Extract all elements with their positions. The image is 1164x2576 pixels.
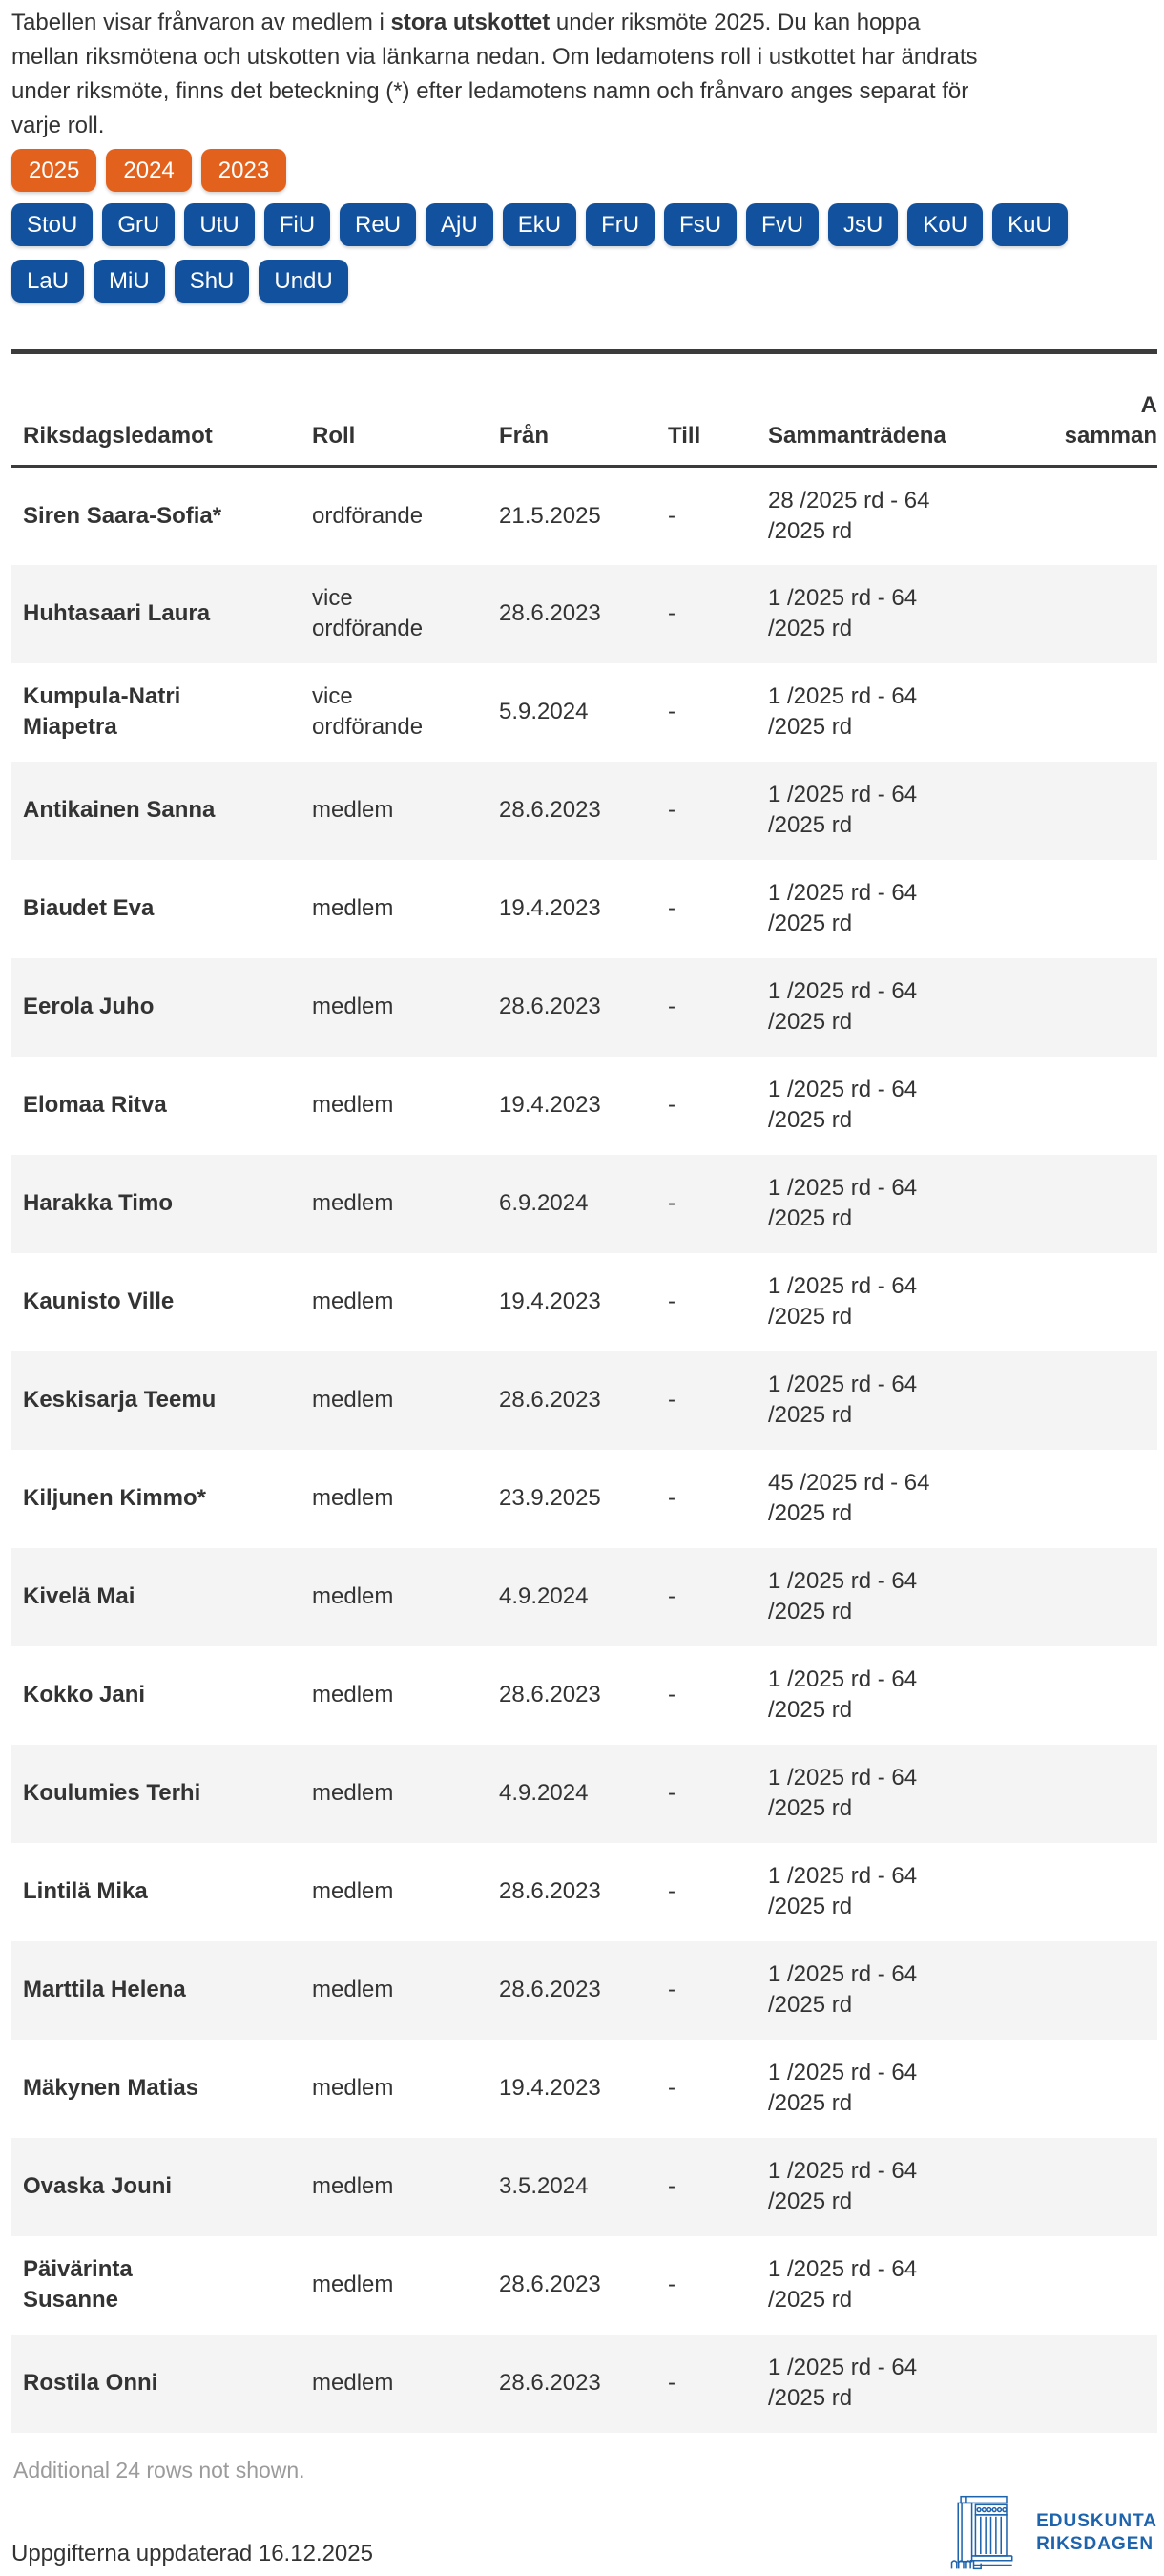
- to-date-cell: -: [668, 600, 676, 626]
- from-date-cell: 28.6.2023: [499, 2272, 601, 2297]
- member-name-cell: Kiljunen Kimmo*: [23, 1485, 207, 1511]
- absences-cell-clipped: [1030, 1450, 1157, 1548]
- meetings-range-cell: 1 /2025 rd - 64 /2025 rd: [768, 1372, 918, 1428]
- from-date-cell: 28.6.2023: [499, 1977, 601, 2002]
- to-date-cell: -: [668, 2075, 676, 2101]
- absences-cell-clipped: [1030, 1155, 1157, 1253]
- to-date-cell: -: [668, 2173, 676, 2199]
- to-date-cell: -: [668, 797, 676, 823]
- intro-part2: under riksmöte 2025. Du kan hoppa mellan riksmötena och utskotten via länkarna nedan. Om ledamotens roll i ustkottet har ändrats under riksmöte, finns det beteckning (*) efter ledamotens namn och frånvaro anges separat för varje roll.: [11, 10, 978, 138]
- absences-cell-clipped: [1030, 1745, 1157, 1843]
- meetings-range-cell: 1 /2025 rd - 64 /2025 rd: [768, 2355, 918, 2411]
- header-absences-clipped: [1030, 352, 1157, 467]
- header-to: Till: [654, 352, 754, 467]
- absences-cell-clipped: [1030, 663, 1157, 762]
- member-name-cell: Huhtasaari Laura: [23, 600, 211, 626]
- committee-link-stou[interactable]: StoU: [11, 203, 93, 246]
- year-link-2023[interactable]: 2023: [201, 149, 286, 192]
- meetings-range-cell: 1 /2025 rd - 64 /2025 rd: [768, 1175, 918, 1231]
- role-cell: medlem: [312, 1092, 394, 1118]
- logo-wordmark: [1036, 2510, 1157, 2556]
- member-name-cell: Koulumies Terhi: [23, 1780, 201, 1806]
- role-cell: medlem: [312, 994, 394, 1019]
- committee-link-fiu[interactable]: FiU: [264, 203, 330, 246]
- meetings-range-cell: 1 /2025 rd - 64 /2025 rd: [768, 1077, 918, 1133]
- from-date-cell: 4.9.2024: [499, 1583, 589, 1609]
- from-date-cell: 28.6.2023: [499, 2370, 601, 2396]
- from-date-cell: 28.6.2023: [499, 1387, 601, 1413]
- meetings-range-cell: 1 /2025 rd - 64 /2025 rd: [768, 880, 918, 936]
- to-date-cell: -: [668, 1977, 676, 2002]
- table-row: [11, 2335, 1157, 2433]
- header-from: Från: [485, 352, 654, 467]
- from-date-cell: 19.4.2023: [499, 1288, 601, 1314]
- member-name-cell: Rostila Onni: [23, 2370, 158, 2396]
- committee-link-kou[interactable]: KoU: [907, 203, 983, 246]
- role-cell: ordförande: [312, 502, 424, 529]
- table-row: [11, 958, 1157, 1057]
- role-cell: medlem: [312, 2173, 394, 2199]
- role-cell: medlem: [312, 797, 394, 823]
- to-date-cell: -: [668, 1682, 676, 1707]
- role-cell: vice ordförande: [312, 585, 424, 641]
- absences-cell-clipped: [1030, 762, 1157, 860]
- from-date-cell: 23.9.2025: [499, 1485, 601, 1511]
- committee-link-shu[interactable]: ShU: [175, 260, 250, 303]
- logo-line2: RIKSDAGEN: [1036, 2533, 1154, 2554]
- to-date-cell: -: [668, 1387, 676, 1413]
- role-cell: medlem: [312, 1583, 394, 1609]
- absences-cell-clipped: [1030, 2040, 1157, 2138]
- intro-text: [11, 6, 985, 143]
- role-cell: medlem: [312, 2370, 394, 2396]
- member-name-cell: Kaunisto Ville: [23, 1288, 175, 1314]
- member-name-cell: Eerola Juho: [23, 994, 155, 1019]
- table-row: [11, 565, 1157, 663]
- meetings-range-cell: 1 /2025 rd - 64 /2025 rd: [768, 978, 918, 1035]
- committee-link-utu[interactable]: UtU: [184, 203, 254, 246]
- table-row: [11, 860, 1157, 958]
- member-name-cell: Kokko Jani: [23, 1682, 146, 1707]
- committee-link-fvu[interactable]: FvU: [746, 203, 819, 246]
- meetings-range-cell: 1 /2025 rd - 64 /2025 rd: [768, 1765, 918, 1821]
- member-name-cell: Siren Saara-Sofia*: [23, 502, 222, 529]
- from-date-cell: 28.6.2023: [499, 994, 601, 1019]
- role-cell: medlem: [312, 1780, 394, 1806]
- meetings-range-cell: 1 /2025 rd - 64 /2025 rd: [768, 2256, 918, 2313]
- absences-cell-clipped: [1030, 2236, 1157, 2335]
- table-row: [11, 1351, 1157, 1450]
- role-cell: medlem: [312, 2272, 394, 2297]
- committee-links-row-2: [11, 260, 1157, 303]
- from-date-cell: 19.4.2023: [499, 895, 601, 921]
- member-name-cell: Marttila Helena: [23, 1977, 186, 2002]
- role-cell: medlem: [312, 895, 394, 921]
- header-meetings: Sammanträdena: [754, 352, 1030, 467]
- absences-cell-clipped: [1030, 565, 1157, 663]
- member-name-cell: Lintilä Mika: [23, 1878, 148, 1904]
- table-row: [11, 1646, 1157, 1745]
- committee-link-lau[interactable]: LaU: [11, 260, 84, 303]
- committee-link-miu[interactable]: MiU: [94, 260, 165, 303]
- table-row: [11, 467, 1157, 565]
- to-date-cell: -: [668, 1092, 676, 1118]
- rows-not-shown-note: Additional 24 rows not shown.: [13, 2457, 305, 2482]
- absences-cell-clipped: [1030, 2335, 1157, 2433]
- absences-cell-clipped: [1030, 958, 1157, 1057]
- table-row: [11, 2138, 1157, 2236]
- year-links-row: [11, 149, 1157, 192]
- table-row: [11, 2040, 1157, 2138]
- logo-line1: EDUSKUNTA: [1036, 2510, 1157, 2531]
- table-header-row: [11, 352, 1157, 467]
- to-date-cell: -: [668, 1780, 676, 1806]
- to-date-cell: -: [668, 699, 676, 724]
- to-date-cell: -: [668, 895, 676, 921]
- year-link-2025[interactable]: 2025: [11, 149, 96, 192]
- member-name-cell: Ovaska Jouni: [23, 2173, 173, 2199]
- eduskunta-riksdagen-logo[interactable]: [948, 2490, 1157, 2576]
- header-member: Riksdagsledamot: [11, 352, 298, 467]
- absence-table-wrap: [11, 349, 1157, 2433]
- from-date-cell: 5.9.2024: [499, 699, 589, 724]
- meetings-range-cell: 1 /2025 rd - 64 /2025 rd: [768, 1568, 918, 1624]
- table-row: [11, 2236, 1157, 2335]
- to-date-cell: -: [668, 994, 676, 1019]
- role-cell: medlem: [312, 1387, 394, 1413]
- member-name-cell: Kumpula-Natri Miapetra: [23, 683, 181, 740]
- from-date-cell: 21.5.2025: [499, 502, 601, 529]
- to-date-cell: -: [668, 1485, 676, 1511]
- from-date-cell: 28.6.2023: [499, 797, 601, 823]
- table-row: [11, 1450, 1157, 1548]
- committee-link-fru[interactable]: FrU: [586, 203, 655, 246]
- role-cell: vice ordförande: [312, 683, 424, 740]
- meetings-range-cell: 1 /2025 rd - 64 /2025 rd: [768, 1961, 918, 2018]
- role-cell: medlem: [312, 1485, 394, 1511]
- member-name-cell: Antikainen Sanna: [23, 797, 216, 823]
- table-row: [11, 762, 1157, 860]
- absences-cell-clipped: [1030, 1351, 1157, 1450]
- header-absences-line2: samman: [1064, 423, 1157, 449]
- to-date-cell: -: [668, 1288, 676, 1314]
- absences-cell-clipped: [1030, 467, 1157, 565]
- table-row: [11, 1155, 1157, 1253]
- table-row: [11, 1843, 1157, 1941]
- committee-link-gru[interactable]: GrU: [102, 203, 175, 246]
- table-row: [11, 663, 1157, 762]
- absences-cell-clipped: [1030, 1843, 1157, 1941]
- absences-cell-clipped: [1030, 1646, 1157, 1745]
- member-name-cell: Mäkynen Matias: [23, 2075, 199, 2101]
- meetings-range-cell: 1 /2025 rd - 64 /2025 rd: [768, 2158, 918, 2214]
- role-cell: medlem: [312, 1977, 394, 2002]
- committee-link-fsu[interactable]: FsU: [664, 203, 737, 246]
- from-date-cell: 3.5.2024: [499, 2173, 589, 2199]
- absences-cell-clipped: [1030, 1253, 1157, 1351]
- committee-link-undu[interactable]: UndU: [259, 260, 347, 303]
- to-date-cell: -: [668, 502, 676, 529]
- from-date-cell: 28.6.2023: [499, 1682, 601, 1707]
- role-cell: medlem: [312, 1878, 394, 1904]
- committee-link-kuu[interactable]: KuU: [992, 203, 1068, 246]
- to-date-cell: -: [668, 1190, 676, 1216]
- to-date-cell: -: [668, 2272, 676, 2297]
- header-absences-line1: A: [1140, 392, 1157, 418]
- absences-cell-clipped: [1030, 1941, 1157, 2040]
- member-name-cell: Kivelä Mai: [23, 1583, 135, 1609]
- from-date-cell: 19.4.2023: [499, 1092, 601, 1118]
- to-date-cell: -: [668, 2370, 676, 2396]
- table-row: [11, 1057, 1157, 1155]
- from-date-cell: 19.4.2023: [499, 2075, 601, 2101]
- absences-cell-clipped: [1030, 1057, 1157, 1155]
- absences-cell-clipped: [1030, 2138, 1157, 2236]
- committee-links-row-1: [11, 203, 1157, 246]
- meetings-range-cell: 1 /2025 rd - 64 /2025 rd: [768, 2060, 918, 2116]
- committee-link-eku[interactable]: EkU: [503, 203, 576, 246]
- role-cell: medlem: [312, 2075, 394, 2101]
- role-cell: medlem: [312, 1682, 394, 1707]
- meetings-range-cell: 1 /2025 rd - 64 /2025 rd: [768, 782, 918, 838]
- parliament-building-icon: [948, 2490, 1021, 2576]
- member-name-cell: Keskisarja Teemu: [23, 1387, 217, 1413]
- member-name-cell: Biaudet Eva: [23, 895, 155, 921]
- meetings-range-cell: 1 /2025 rd - 64 /2025 rd: [768, 1863, 918, 1919]
- committee-link-reu[interactable]: ReU: [340, 203, 416, 246]
- table-row: [11, 1941, 1157, 2040]
- meetings-range-cell: 45 /2025 rd - 64 /2025 rd: [768, 1470, 930, 1526]
- meetings-range-cell: 1 /2025 rd - 64 /2025 rd: [768, 585, 918, 641]
- role-cell: medlem: [312, 1190, 394, 1216]
- from-date-cell: 28.6.2023: [499, 1878, 601, 1904]
- intro-bold-committee-name: stora utskottet: [390, 10, 551, 35]
- meetings-range-cell: 28 /2025 rd - 64 /2025 rd: [768, 487, 930, 544]
- absence-table: [11, 349, 1157, 2433]
- committee-link-jsu[interactable]: JsU: [828, 203, 898, 246]
- absences-cell-clipped: [1030, 860, 1157, 958]
- to-date-cell: -: [668, 1878, 676, 1904]
- member-name-cell: Päivärinta Susanne: [23, 2256, 133, 2313]
- footer: [11, 2490, 1157, 2576]
- committee-link-aju[interactable]: AjU: [426, 203, 493, 246]
- member-name-cell: Elomaa Ritva: [23, 1092, 167, 1118]
- meetings-range-cell: 1 /2025 rd - 64 /2025 rd: [768, 683, 918, 740]
- absences-cell-clipped: [1030, 1548, 1157, 1646]
- meetings-range-cell: 1 /2025 rd - 64 /2025 rd: [768, 1273, 918, 1330]
- from-date-cell: 28.6.2023: [499, 600, 601, 626]
- intro-part1: Tabellen visar frånvaron av medlem i: [11, 10, 391, 35]
- table-row: [11, 1745, 1157, 1843]
- from-date-cell: 6.9.2024: [499, 1190, 589, 1216]
- table-row: [11, 1548, 1157, 1646]
- meetings-range-cell: 1 /2025 rd - 64 /2025 rd: [768, 1666, 918, 1723]
- member-name-cell: Harakka Timo: [23, 1190, 173, 1216]
- role-cell: medlem: [312, 1288, 394, 1314]
- to-date-cell: -: [668, 1583, 676, 1609]
- header-role: Roll: [298, 352, 485, 467]
- year-link-2024[interactable]: 2024: [106, 149, 191, 192]
- updated-date-text: Uppgifterna uppdaterad 16.12.2025: [11, 2540, 373, 2566]
- from-date-cell: 4.9.2024: [499, 1780, 589, 1806]
- table-row: [11, 1253, 1157, 1351]
